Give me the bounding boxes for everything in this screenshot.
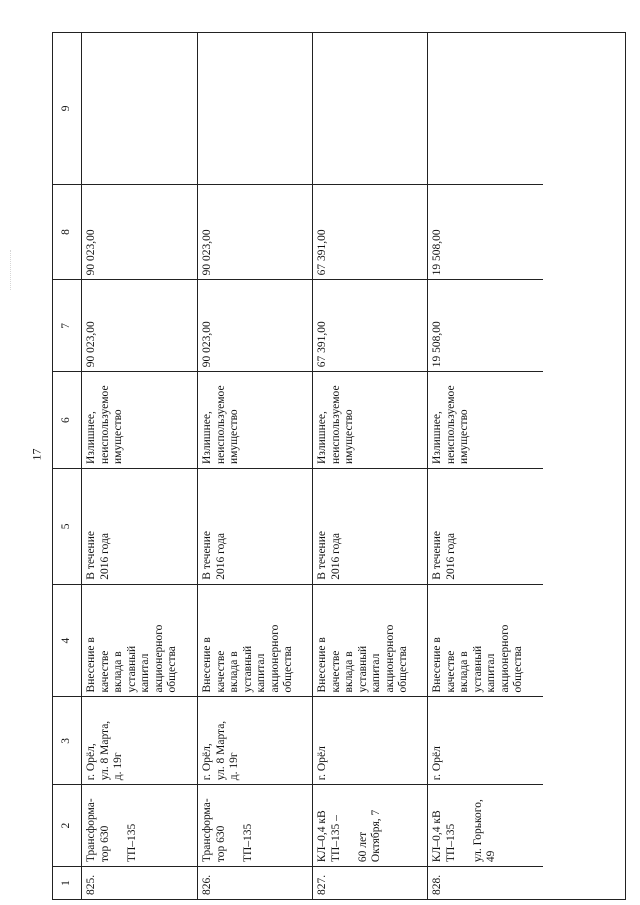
term-cell: В течение 2016 года bbox=[82, 468, 197, 584]
method-cell: Внесение в качестве вклада в уставный капитал акционерного общества bbox=[198, 584, 312, 697]
table-row bbox=[82, 33, 198, 899]
address-cell: г. Орёл bbox=[313, 696, 427, 784]
row-number-cell: 826. bbox=[198, 866, 312, 899]
note-cell bbox=[198, 33, 312, 184]
header-cell: 3 bbox=[53, 696, 81, 784]
reason-cell: Излишнее, неиспользуемое имущество bbox=[313, 371, 427, 468]
term-cell: В течение 2016 года bbox=[428, 468, 543, 584]
page-number: 17 bbox=[29, 448, 44, 461]
value-cell: 19 508,00 bbox=[428, 184, 543, 280]
note-cell bbox=[428, 33, 543, 184]
reason-cell: Излишнее, неиспользуемое имущество bbox=[82, 371, 197, 468]
row-number-cell: 828. bbox=[428, 866, 543, 899]
value-cell: 90 023,00 bbox=[198, 279, 312, 371]
method-cell: Внесение в качестве вклада в уставный капитал акционерного общества bbox=[82, 584, 197, 697]
header-cell: 5 bbox=[53, 468, 81, 584]
object-name-cell: КЛ–0,4 кВ ТП–135 ул. Горького, 49 bbox=[428, 784, 543, 866]
header-cell: 1 bbox=[53, 866, 81, 899]
value-cell: 67 391,00 bbox=[313, 184, 427, 280]
note-cell bbox=[313, 33, 427, 184]
row-number-cell: 827. bbox=[313, 866, 427, 899]
term-cell: В течение 2016 года bbox=[198, 468, 312, 584]
header-cell: 4 bbox=[53, 584, 81, 697]
table-row bbox=[313, 33, 428, 899]
header-cell: 8 bbox=[53, 184, 81, 280]
header-cell: 6 bbox=[53, 371, 81, 468]
row-number-cell: 825. bbox=[82, 866, 197, 899]
value-cell: 19 508,00 bbox=[428, 279, 543, 371]
property-table bbox=[52, 32, 626, 900]
address-cell: г. Орёл, ул. 8 Марта, д. 19г bbox=[82, 696, 197, 784]
object-name-cell: КЛ–0,4 кВ ТП–135 – 60 лет Октября, 7 bbox=[313, 784, 427, 866]
address-cell: г. Орёл bbox=[428, 696, 543, 784]
table-header-row bbox=[53, 33, 82, 899]
header-cell: 7 bbox=[53, 279, 81, 371]
term-cell: В течение 2016 года bbox=[313, 468, 427, 584]
table-row bbox=[428, 33, 543, 899]
header-cell: 9 bbox=[60, 105, 72, 112]
value-cell: 90 023,00 bbox=[198, 184, 312, 280]
note-cell bbox=[82, 33, 197, 184]
value-cell: 90 023,00 bbox=[82, 279, 197, 371]
value-cell: 90 023,00 bbox=[82, 184, 197, 280]
method-cell: Внесение в качестве вклада в уставный капитал акционерного общества bbox=[313, 584, 427, 697]
reason-cell: Излишнее, неиспользуемое имущество bbox=[428, 371, 543, 468]
reason-cell: Излишнее, неиспользуемое имущество bbox=[198, 371, 312, 468]
table-row bbox=[198, 33, 313, 899]
value-cell: 67 391,00 bbox=[313, 279, 427, 371]
address-cell: г. Орёл, ул. 8 Марта, д. 19г bbox=[198, 696, 312, 784]
object-name-cell: Трансформа- тор 630 ТП–135 bbox=[82, 784, 197, 866]
method-cell: Внесение в качестве вклада в уставный капитал акционерного общества bbox=[428, 584, 543, 697]
scan-margin-marks bbox=[10, 250, 13, 290]
table-sheet bbox=[52, 32, 626, 900]
object-name-cell: Трансформа- тор 630 ТП–135 bbox=[198, 784, 312, 866]
header-cell: 2 bbox=[53, 784, 81, 866]
